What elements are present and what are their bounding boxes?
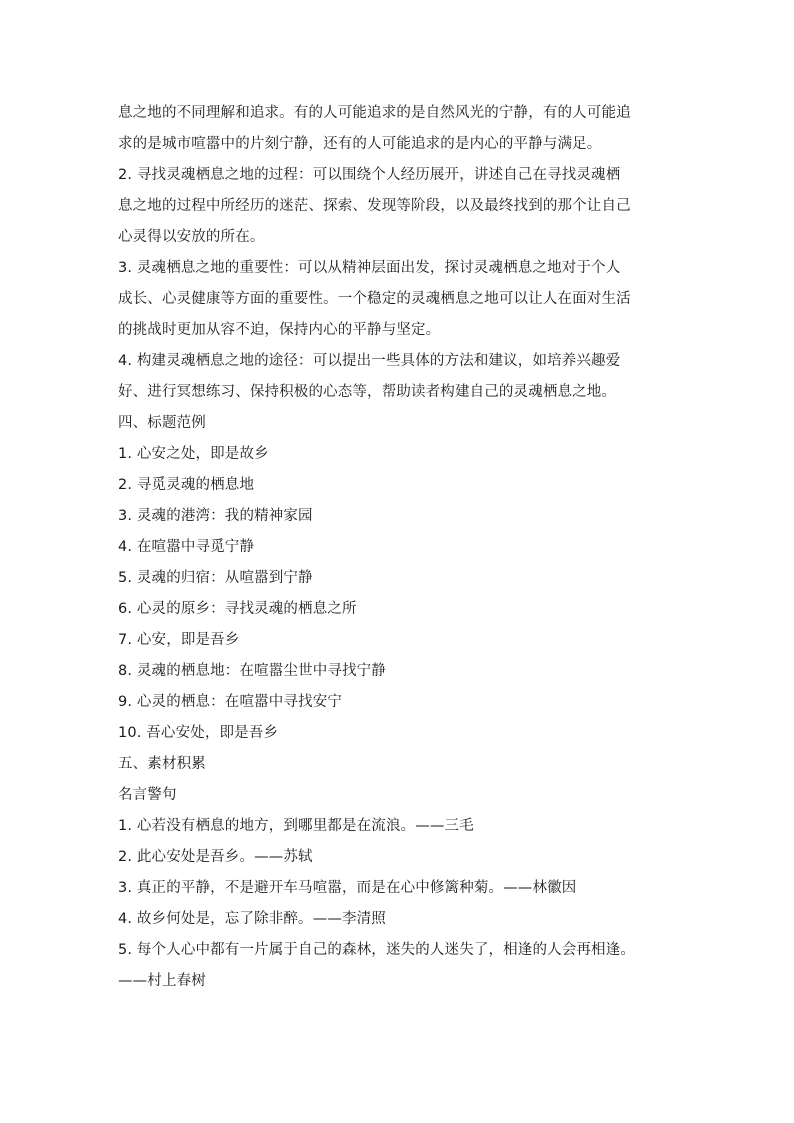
section-heading: 四、标题范例 <box>118 415 206 431</box>
document-body <box>118 98 688 997</box>
quote-item: 5. 每个人心中都有一片属于自己的森林，迷失的人迷失了，相逢的人会再相逢。 <box>118 942 635 958</box>
text-line: 的挑战时更加从容不迫，保持内心的平静与坚定。 <box>118 322 441 338</box>
list-item: 2. 寻觅灵魂的栖息地 <box>118 477 255 493</box>
quote-item: 2. 此心安处是吾乡。——苏轼 <box>118 849 313 865</box>
list-item: 2. 寻找灵魂栖息之地的过程：可以围绕个人经历展开，讲述自己在寻找灵魂栖 <box>118 167 621 183</box>
quote-item: 1. 心若没有栖息的地方，到哪里都是在流浪。——三毛 <box>118 818 474 834</box>
text-line: 息之地的不同理解和追求。有的人可能追求的是自然风光的宁静，有的人可能追 <box>118 105 631 121</box>
quote-item: 4. 故乡何处是，忘了除非醉。——李清照 <box>118 911 386 927</box>
text-line: 求的是城市喧嚣中的片刻宁静，还有的人可能追求的是内心的平静与满足。 <box>118 136 602 152</box>
quote-attribution: ——村上春树 <box>118 973 206 989</box>
list-item: 4. 构建灵魂栖息之地的途径：可以提出一些具体的方法和建议，如培养兴趣爱 <box>118 353 621 369</box>
list-item: 8. 灵魂的栖息地：在喧嚣尘世中寻找宁静 <box>118 663 386 679</box>
subsection-heading: 名言警句 <box>118 787 177 803</box>
list-item: 6. 心灵的原乡：寻找灵魂的栖息之所 <box>118 601 357 617</box>
list-item: 5. 灵魂的归宿：从喧嚣到宁静 <box>118 570 313 586</box>
list-item: 1. 心安之处，即是故乡 <box>118 446 269 462</box>
text-line: 好、进行冥想练习、保持积极的心态等，帮助读者构建自己的灵魂栖息之地。 <box>118 384 617 400</box>
list-item: 4. 在喧嚣中寻觅宁静 <box>118 539 255 555</box>
text-line: 息之地的过程中所经历的迷茫、探索、发现等阶段，以及最终找到的那个让自己 <box>118 198 631 214</box>
section-heading: 五、素材积累 <box>118 756 206 772</box>
list-item: 7. 心安，即是吾乡 <box>118 632 240 648</box>
list-item: 10. 吾心安处，即是吾乡 <box>118 725 279 741</box>
quote-item: 3. 真正的平静，不是避开车马喧嚣，而是在心中修篱种菊。——林徽因 <box>118 880 577 896</box>
list-item: 3. 灵魂栖息之地的重要性：可以从精神层面出发，探讨灵魂栖息之地对于个人 <box>118 260 621 276</box>
list-item: 9. 心灵的栖息：在喧嚣中寻找安宁 <box>118 694 342 710</box>
list-item: 3. 灵魂的港湾：我的精神家园 <box>118 508 313 524</box>
text-line: 成长、心灵健康等方面的重要性。一个稳定的灵魂栖息之地可以让人在面对生活 <box>118 291 631 307</box>
text-line: 心灵得以安放的所在。 <box>118 229 265 245</box>
